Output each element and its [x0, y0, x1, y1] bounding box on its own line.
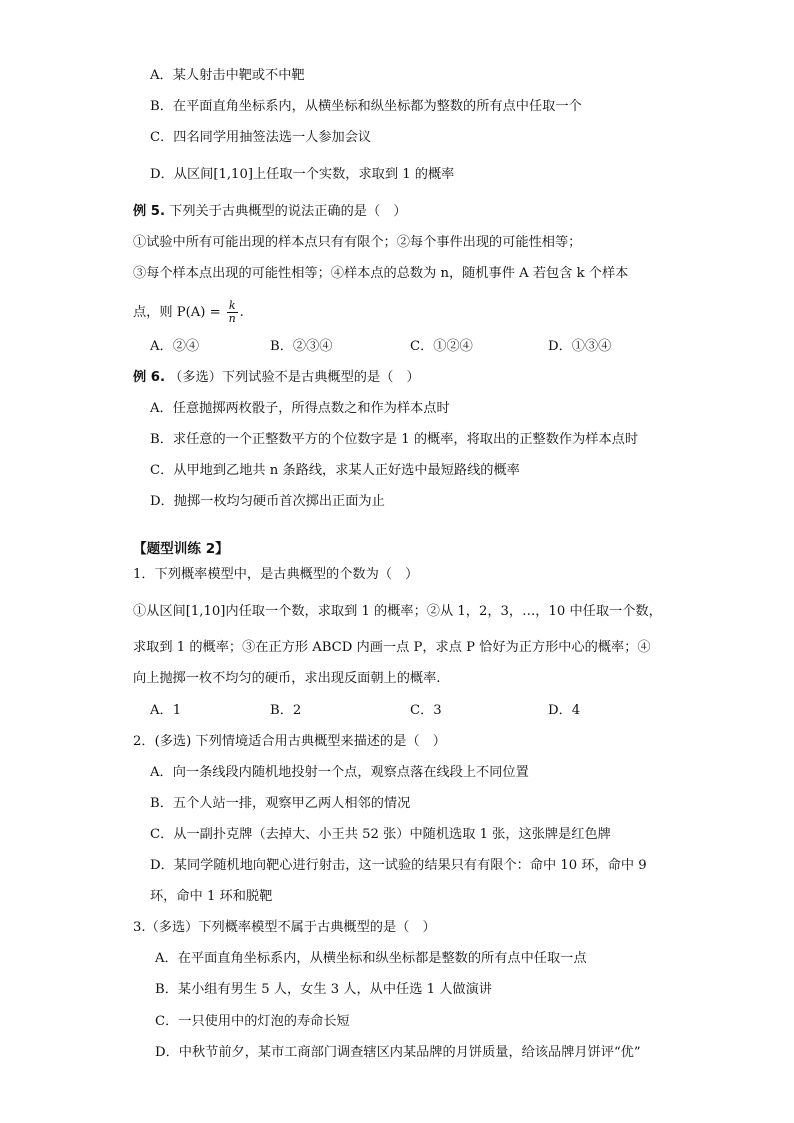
example-5-option-d: D．①③④	[548, 339, 612, 354]
example-6-option-d: D．抛掷一枚均匀硬币首次掷出正面为止	[150, 494, 385, 509]
question-2-option-b: B．五个人站一排，观察甲乙两人相邻的情况	[150, 796, 411, 811]
question-2-stem: 2．(多选) 下列情境适合用古典概型来描述的是（ ）	[133, 734, 446, 749]
question-1-option-b: B．2	[270, 703, 302, 718]
question-3-stem: 3.（多选）下列概率模型不属于古典概型的是（ ）	[133, 920, 436, 935]
question-2-option-d-line-2: 环，命中 1 环和脱靶	[150, 889, 273, 904]
question-2-option-a: A．向一条线段内随机地投射一个点，观察点落在线段上不同位置	[150, 765, 529, 780]
example-6	[133, 369, 420, 387]
question-3-option-d: D．中秋节前夕，某市工商部门调查辖区内某品牌的月饼质量，给该品牌月饼评“优”	[155, 1045, 641, 1060]
fraction-denominator: n	[228, 312, 236, 325]
example-6-option-c: C．从甲地到乙地共 n 条路线，求某人正好选中最短路线的概率	[150, 463, 520, 478]
example-5	[133, 203, 407, 221]
example-6-option-a: A．任意抛掷两枚骰子，所得点数之和作为样本点时	[150, 401, 450, 416]
question-3-option-b: B．某小组有男生 5 人，女生 3 人，从中任选 1 人做演讲	[155, 982, 492, 997]
question-1-option-d: D．4	[548, 703, 581, 718]
fraction-numerator: k	[228, 299, 236, 312]
example-5-line-3-suffix: .	[239, 305, 244, 320]
block1-option-d: D．从区间[1,10]上任取一个实数，求取到 1 的概率	[150, 167, 455, 182]
fraction-k-over-n	[227, 300, 238, 325]
question-2-option-c: C．从一副扑克牌（去掉大、小王共 52 张）中随机选取 1 张，这张牌是红色牌	[150, 827, 611, 842]
example-5-option-a: A．②④	[150, 339, 200, 354]
example-5-line-2: ③每个样本点出现的可能性相等；④样本点的总数为 n，随机事件 A 若包含 k 个样本	[133, 266, 629, 281]
question-3-option-a: A．在平面直角坐标系内，从横坐标和纵坐标都是整数的所有点中任取一点	[155, 951, 587, 966]
block1-option-b: B．在平面直角坐标系内，从横坐标和纵坐标都为整数的所有点中任取一个	[150, 99, 582, 114]
question-1-option-a: A．1	[150, 703, 182, 718]
block1-option-a: A．某人射击中靶或不中靶	[150, 68, 305, 83]
example-5-line-3	[133, 300, 244, 325]
question-1-line-1: ①从区间[1,10]内任取一个数，求取到 1 的概率；②从 1，2，3，…，10 中任取一个数，	[133, 604, 662, 619]
example-6-stem: （多选）下列试验不是古典概型的是（ ）	[169, 370, 420, 385]
question-1-option-c: C．3	[410, 703, 442, 718]
question-1-line-2: 求取到 1 的概率；③在正方形 ABCD 内画一点 P，求点 P 恰好为正方形中心的概率；④	[133, 640, 651, 655]
question-1-line-3: 向上抛掷一枚不均匀的硬币，求出现反面朝上的概率.	[133, 671, 441, 686]
example-6-label: 例 6.	[133, 370, 165, 385]
example-5-option-c: C．①②④	[410, 339, 473, 354]
example-6-option-b: B．求任意的一个正整数平方的个位数字是 1 的概率，将取出的正整数作为样本点时	[150, 432, 639, 447]
example-5-stem: 下列关于古典概型的说法正确的是（ ）	[169, 204, 407, 219]
question-2-option-d-line-1: D．某同学随机地向靶心进行射击，这一试验的结果只有有限个：命中 10 环，命中 9	[150, 858, 647, 873]
question-3-option-c: C．一只使用中的灯泡的寿命长短	[155, 1014, 350, 1029]
question-1-stem: 1．下列概率模型中，是古典概型的个数为（ ）	[133, 567, 419, 582]
example-5-label: 例 5.	[133, 204, 165, 219]
example-5-line-3-prefix: 点，则 P(A) =	[133, 305, 221, 320]
example-5-option-b: B．②③④	[270, 339, 333, 354]
section-title: 【题型训练 2】	[133, 541, 229, 557]
example-5-line-1: ①试验中所有可能出现的样本点只有有限个；②每个事件出现的可能性相等；	[133, 235, 582, 250]
block1-option-c: C．四名同学用抽签法选一人参加会议	[150, 130, 372, 145]
